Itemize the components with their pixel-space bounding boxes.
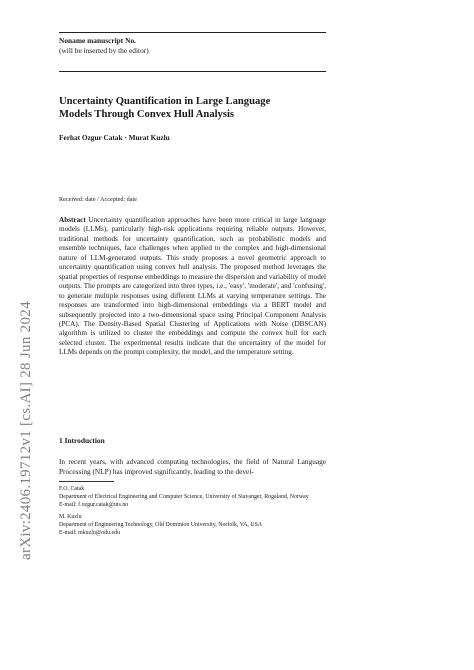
abstract [59, 216, 326, 358]
author-footnotes [59, 485, 326, 537]
received-date: Received: date / Accepted: date [59, 196, 137, 203]
footnote-author2-email: E-mail: mkuzlu@odu.edu [59, 530, 121, 537]
header-top-rule [59, 32, 326, 33]
intro-paragraph: In recent years, with advanced computing technologies, the field of Natural Language Processing (NLP) has improved significantly, leading to the devel- [59, 457, 326, 476]
arxiv-identifier-stamp: arXiv:2406.19712v1 [cs.AI] 28 Jun 2024 [18, 301, 34, 560]
footnote-rule [59, 481, 114, 482]
title-line-2: Models Through Convex Hull Analysis [59, 109, 235, 120]
manuscript-number: Noname manuscript No. [59, 36, 136, 45]
section-heading [59, 436, 105, 445]
abstract-heading: Abstract [59, 216, 86, 224]
section-title: Introduction [64, 436, 105, 445]
title-line-1: Uncertainty Quantification in Large Language [59, 96, 271, 107]
editor-note: (will be inserted by the editor) [59, 46, 149, 55]
author-list: Ferhat Ozgur Catak · Murat Kuzlu [59, 133, 170, 142]
footnote-author2-affiliation: Department of Engineering Technology, Old Dominion University, Norfolk, VA, USA [59, 521, 263, 528]
footnote-author1-email: E-mail: f.ozgur.catak@uis.no [59, 502, 129, 509]
header-bottom-rule [59, 71, 326, 72]
paper-title [59, 95, 326, 121]
footnote-author1-name: F.O. Catak [59, 486, 85, 492]
footnote-author2-name: M. Kuzlu [59, 513, 82, 520]
section-number: 1 [59, 436, 63, 445]
footnote-author1-affiliation: Department of Electrical Engineering and Computer Science, University of Stavanger, Rogaland, Norway [59, 494, 309, 501]
manuscript-header [59, 36, 326, 56]
abstract-body: Uncertainty quantification approaches have been more critical in large language models (LLMs), particularly high-risk applications requiring reliable outputs. However, traditional methods for uncertainty quantification, such as probabilistic models and ensemble techniques, face challenges when applied to the complex and high-dimensional nature of LLM-generated outputs. This study proposes a novel geometric approach to uncertainty quantification using convex hull analysis. The proposed method leverages the spatial properties of response embeddings to measure the dispersion and variability of model outputs. The prompts are categorized into three types, i.e., 'easy', 'moderate', and 'confusing', to generate multiple responses using different LLMs at varying temperature settings. The responses are transformed into high-dimensional embeddings via a BERT model and subsequently projected into a two-dimensional space using Principal Component Analysis (PCA). The Density-Based Spatial Clustering of Applications with Noise (DBSCAN) algorithm is utilized to cluster the embeddings and compute the convex hull for each selected cluster. The experimental results indicate that the uncertainty of the model for LLMs depends on the prompt complexity, the model, and the temperature setting. [59, 216, 327, 357]
